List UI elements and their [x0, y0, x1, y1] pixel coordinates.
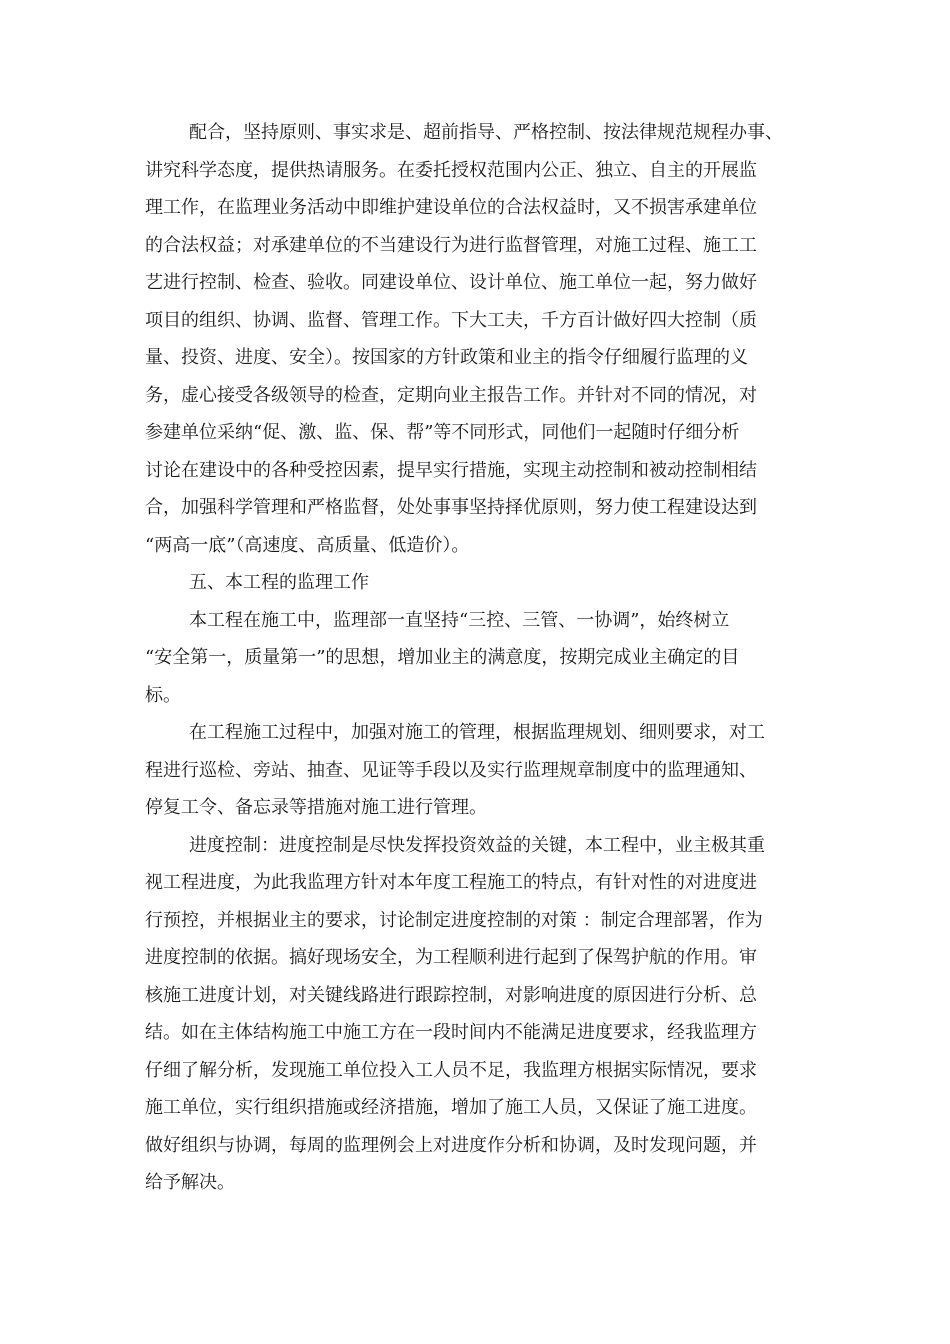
text-line: 项目的组织、协调、监督、管理工作。下大工夫，千方百计做好四大控制（质 [145, 309, 757, 331]
text-line: 讨论在建设中的各种受控因素，提早实行措施，实现主动控制和被动控制相结 [145, 459, 757, 481]
text-line: 给予解决。 [145, 1172, 235, 1193]
text-line: 的合法权益；对承建单位的不当建设行为进行监督管理，对施工过程、施工工 [145, 234, 757, 256]
text-line: 配合，坚持原则、事实求是、超前指导、严格控制、按法律规范规程办事、 [189, 122, 783, 143]
text-line: 量、投资、进度、安全）。按国家的方针政策和业主的指令仔细履行监理的义 [145, 347, 748, 368]
text-line: 标。 [145, 684, 181, 706]
text-line: 仔细了解分析，发现施工单位投入工人员不足，我监理方根据实际情况，要求 [145, 1059, 757, 1081]
text-line: 合，加强科学管理和严格监督，处处事事坚持择优原则，努力使工程建设达到 [145, 497, 757, 518]
text-line: 参建单位采纳“促、激、监、保、帮”等不同形式，同他们一起随时仔细分析 [145, 422, 740, 443]
text-line: 在工程施工过程中，加强对施工的管理，根据监理规划、细则要求，对工 [189, 722, 765, 743]
text-line: 本工程在施工中，监理部一直坚持“三控、三管、一协调”，始终树立 [189, 609, 730, 631]
text-line: 停复工令、备忘录等措施对施工进行管理。 [145, 797, 487, 818]
text-line: 程进行巡检、旁站、抽查、见证等手段以及实行监理规章制度中的监理通知、 [145, 759, 757, 781]
text-line: 艺进行控制、检查、验收。同建设单位、设计单位、施工单位一起，努力做好 [145, 272, 757, 293]
text-line: 进度控制的依据。搞好现场安全，为工程顺利进行起到了保驾护航的作用。审 [145, 947, 757, 968]
text-line: “两高一底”（高速度、高质量、低造价）。 [145, 534, 470, 556]
text-line: 讲究科学态度，提供热请服务。在委托授权范围内公正、独立、自主的开展监 [145, 159, 757, 181]
text-line: “安全第一，质量第一”的思想，增加业主的满意度，按期完成业主确定的目 [145, 647, 740, 668]
text-line: 施工单位，实行组织措施或经济措施，增加了施工人员，又保证了施工进度。 [145, 1097, 757, 1118]
section-heading: 五、本工程的监理工作 [189, 572, 369, 593]
text-line: 行预控，并根据业主的要求，讨论制定进度控制的对策 ：制定合理部署，作为 [145, 909, 763, 931]
text-line: 做好组织与协调，每周的监理例会上对进度作分析和协调，及时发现问题，并 [145, 1134, 757, 1156]
text-line: 核施工进度计划，对关键线路进行跟踪控制，对影响进度的原因进行分析、总 [145, 984, 757, 1006]
text-line: 理工作，在监理业务活动中即维护建设单位的合法权益时，又不损害承建单位 [145, 197, 757, 218]
text-line: 进度控制：进度控制是尽快发挥投资效益的关键，本工程中，业主极其重 [189, 834, 765, 856]
text-line: 视工程进度，为此我监理方针对本年度工程施工的特点，有针对性的对进度进 [145, 872, 757, 893]
body-text [145, 114, 815, 1202]
text-line: 务，虚心接受各级领导的检查，定期向业主报告工作。并针对不同的情况，对 [145, 384, 757, 406]
text-line: 结。如在主体结构施工中施工方在一段时间内不能满足进度要求，经我监理方 [145, 1022, 757, 1043]
